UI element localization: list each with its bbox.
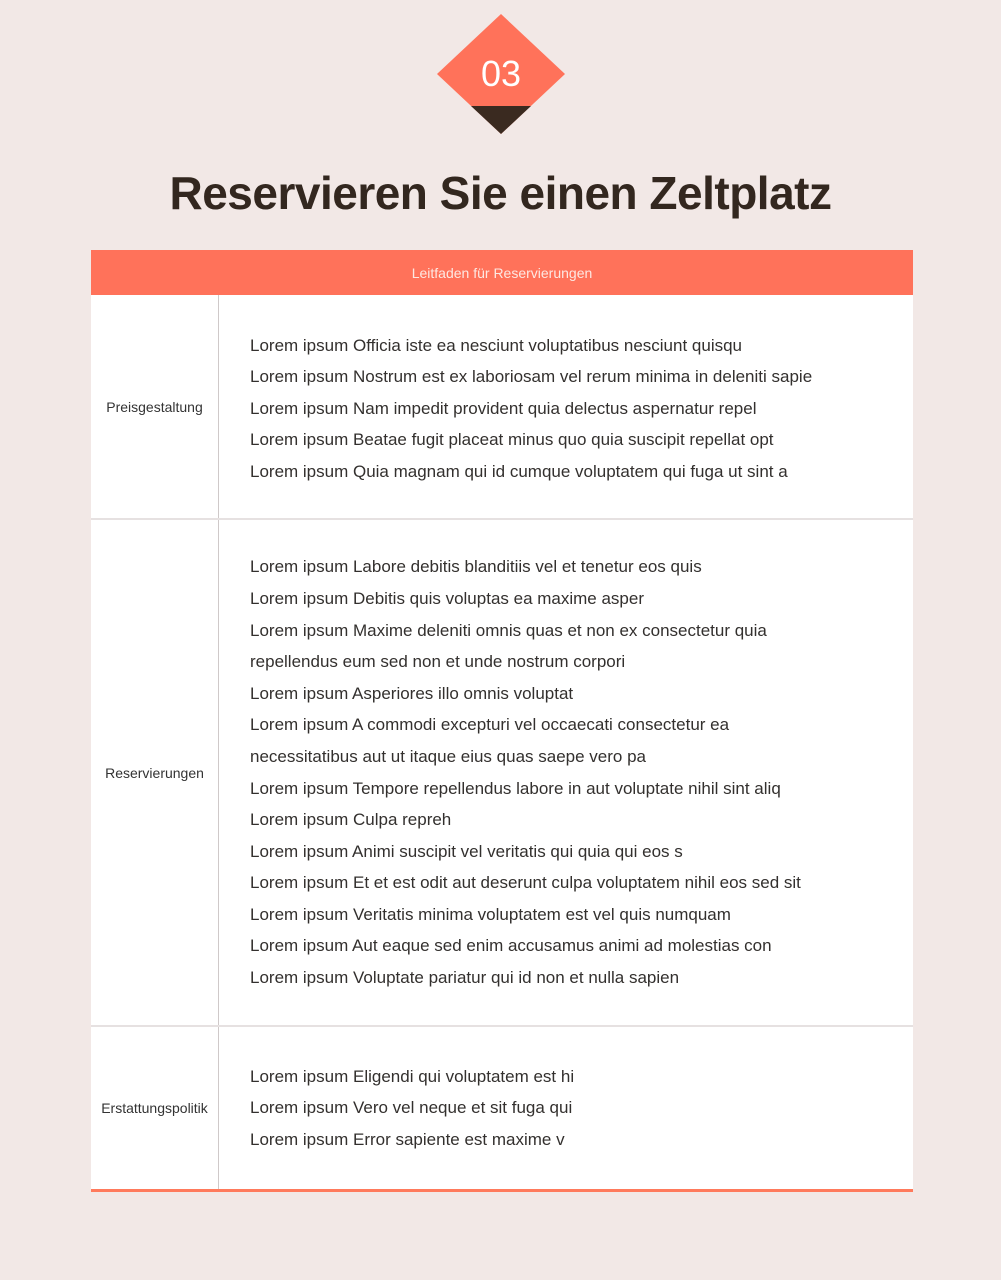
content-line: Lorem ipsum Et et est odit aut deserunt culpa voluptatem nihil eos sed sit [250, 873, 801, 893]
content-line: Lorem ipsum A commodi excepturi vel occaecati consectetur ea [250, 715, 730, 735]
row-label: Preisgestaltung [91, 295, 219, 518]
content-line: Lorem ipsum Aut eaque sed enim accusamus animi ad molestias con [250, 936, 772, 956]
table-row-reservations [91, 520, 913, 1027]
content-line: Lorem ipsum Beatae fugit placeat minus quo quia suscipit repellat opt [250, 430, 774, 450]
content-line: Lorem ipsum Labore debitis blanditiis vel et tenetur eos quis [250, 557, 702, 577]
content-line: necessitatibus aut ut itaque eius quas saepe vero pa [250, 746, 646, 766]
content-line: Lorem ipsum Debitis quis voluptas ea maxime asper [250, 588, 645, 608]
section-number-badge [437, 14, 565, 134]
row-content [219, 295, 913, 518]
table-header: Leitfaden für Reservierungen [91, 250, 913, 295]
content-line: Lorem ipsum Eligendi qui voluptatem est hi [250, 1066, 575, 1086]
content-line: Lorem ipsum Culpa repreh [250, 810, 452, 830]
row-label: Reservierungen [91, 520, 219, 1025]
content-line: Lorem ipsum Voluptate pariatur qui id non et nulla sapien [250, 968, 680, 988]
content-line: Lorem ipsum Quia magnam qui id cumque voluptatem qui fuga ut sint a [250, 461, 788, 481]
content-line: Lorem ipsum Veritatis minima voluptatem est vel quis numquam [250, 904, 731, 924]
table-row-refund-policy [91, 1027, 913, 1192]
content-line: Lorem ipsum Error sapiente est maxime v [250, 1129, 565, 1149]
content-line: Lorem ipsum Nam impedit provident quia delectus aspernatur repel [250, 398, 757, 418]
content-line: Lorem ipsum Vero vel neque et sit fuga qui [250, 1098, 573, 1118]
section-number: 03 [480, 53, 522, 94]
row-content [219, 1027, 913, 1189]
content-line: Lorem ipsum Tempore repellendus labore in aut voluptate nihil sint aliq [250, 778, 781, 798]
content-line: Lorem ipsum Officia iste ea nesciunt voluptatibus nesciunt quisqu [250, 335, 743, 355]
row-label: Erstattungspolitik [91, 1027, 219, 1189]
reservation-guide-table [91, 250, 913, 1192]
page-title: Reservieren Sie einen Zeltplatz [169, 167, 832, 219]
content-line: Lorem ipsum Maxime deleniti omnis quas et non ex consectetur quia [250, 620, 767, 640]
content-line: repellendus eum sed non et unde nostrum corpori [250, 652, 626, 672]
content-line: Lorem ipsum Asperiores illo omnis voluptat [250, 683, 574, 703]
content-line: Lorem ipsum Animi suscipit vel veritatis qui quia qui eos s [250, 841, 683, 861]
content-line: Lorem ipsum Nostrum est ex laboriosam vel rerum minima in deleniti sapie [250, 367, 813, 387]
row-content [219, 520, 913, 1025]
table-row-pricing [91, 295, 913, 520]
